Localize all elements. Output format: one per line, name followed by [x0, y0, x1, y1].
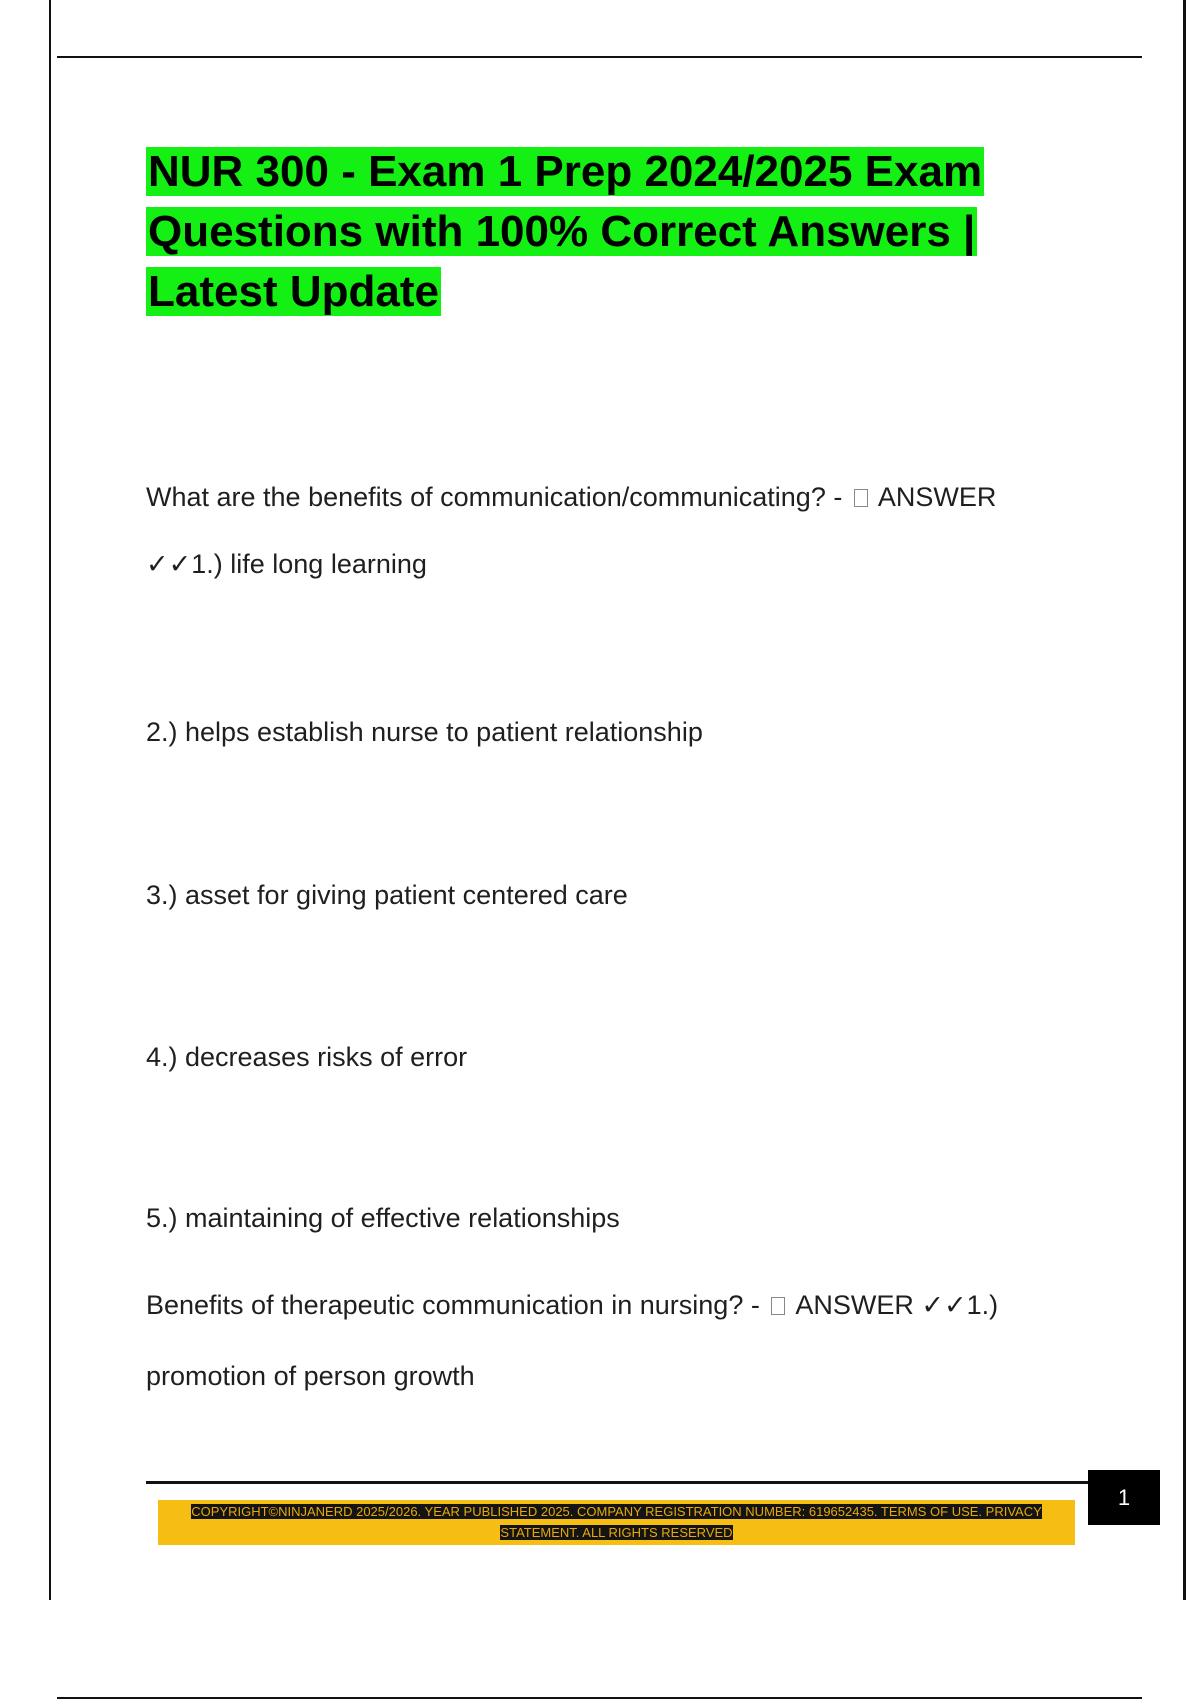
document-title [146, 142, 1086, 322]
missing-glyph-box-icon [854, 489, 868, 507]
answer-1-item-1: ✓✓1.) life long learning [146, 549, 427, 579]
answer-1-item-5: 5.) maintaining of effective relationships [146, 1203, 620, 1233]
answer-2-item-1: promotion of person growth [146, 1361, 475, 1391]
page-border-left [49, 0, 51, 1600]
missing-glyph-box-icon [771, 1297, 785, 1315]
copyright-notice-text: COPYRIGHT©NINJANERD 2025/2026. YEAR PUBLISHED 2025. COMPANY REGISTRATION NUMBER: 619652435. TERMS OF USE. PRIVACY STATEMENT. ALL RIGHTS RESERVED [191, 1504, 1042, 1540]
document-title-text: NUR 300 - Exam 1 Prep 2024/2025 Exam Questions with 100% Correct Answers | Latest Update [148, 147, 983, 316]
copyright-notice [170, 1501, 1063, 1543]
question-2-text: Benefits of therapeutic communication in nursing? - [146, 1290, 760, 1320]
question-2 [146, 1288, 998, 1322]
next-page-rule [57, 1697, 1142, 1699]
footer-rule [146, 1481, 1091, 1484]
answer-1-item-4: 4.) decreases risks of error [146, 1042, 468, 1072]
question-2-answer-label: ANSWER ✓✓1.) [795, 1290, 999, 1320]
question-1 [146, 480, 996, 514]
answer-1-item-3: 3.) asset for giving patient centered care [146, 880, 628, 910]
answer-1-item-2: 2.) helps establish nurse to patient relationship [146, 717, 703, 747]
question-1-answer-label: ANSWER [877, 482, 997, 512]
page-number: 1 [1088, 1470, 1160, 1525]
question-1-text: What are the benefits of communication/communicating? - [146, 482, 843, 512]
header-rule [57, 56, 1142, 58]
page-border-right [1183, 0, 1186, 1600]
